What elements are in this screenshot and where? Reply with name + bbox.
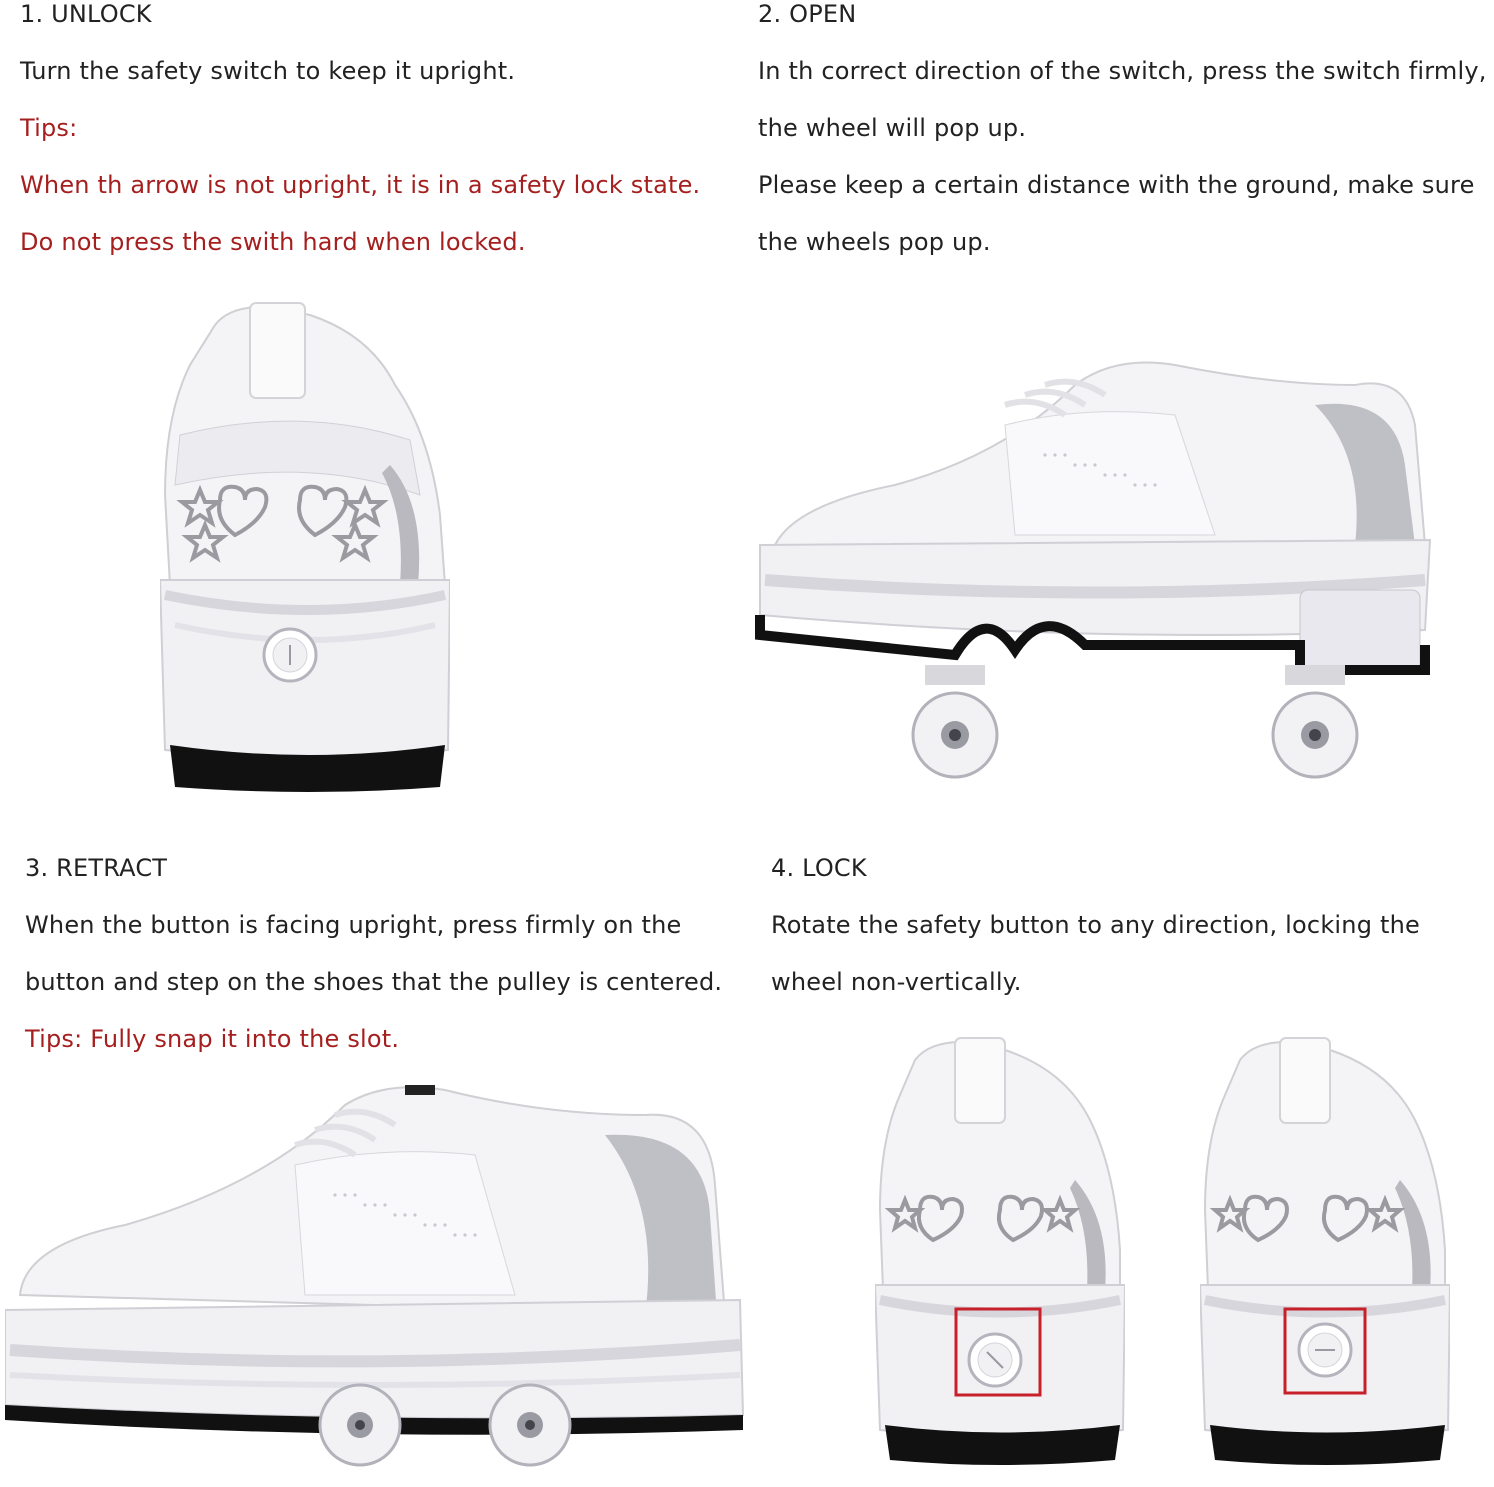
step-2-line-3: Please keep a certain distance with the ground, make sure <box>758 171 1475 199</box>
step-1-title: 1. UNLOCK <box>20 0 152 28</box>
step-4-title: 4. LOCK <box>771 854 867 882</box>
step-1-tip-line-2: Do not press the swith hard when locked. <box>20 228 526 256</box>
step-4-line-1: Rotate the safety button to any direction, locking the <box>771 911 1420 939</box>
step-2-title: 2. OPEN <box>758 0 857 28</box>
step-2-line-1: In th correct direction of the switch, press the switch firmly, <box>758 57 1487 85</box>
step-3-tip: Tips: Fully snap it into the slot. <box>25 1025 400 1053</box>
step-1-tip-line-1: When th arrow is not upright, it is in a safety lock state. <box>20 171 701 199</box>
step-1-tip-label: Tips: <box>20 114 78 142</box>
side-view-shoe-open-image <box>755 345 1455 785</box>
step-3-line-2: button and step on the shoes that the pulley is centered. <box>25 968 723 996</box>
step-1-line-1: Turn the safety switch to keep it upright. <box>20 57 516 85</box>
rear-view-shoe-image <box>160 295 450 795</box>
step-3-line-1: When the button is facing upright, press firmly on the <box>25 911 682 939</box>
rear-view-shoe-locked-right-image <box>1200 1030 1450 1470</box>
side-view-shoe-retract-image <box>5 1075 750 1480</box>
step-2-line-4: the wheels pop up. <box>758 228 991 256</box>
rear-view-shoe-locked-left-image <box>875 1030 1125 1470</box>
step-4-line-2: wheel non-vertically. <box>771 968 1022 996</box>
step-2-line-2: the wheel will pop up. <box>758 114 1027 142</box>
step-3-title: 3. RETRACT <box>25 854 168 882</box>
